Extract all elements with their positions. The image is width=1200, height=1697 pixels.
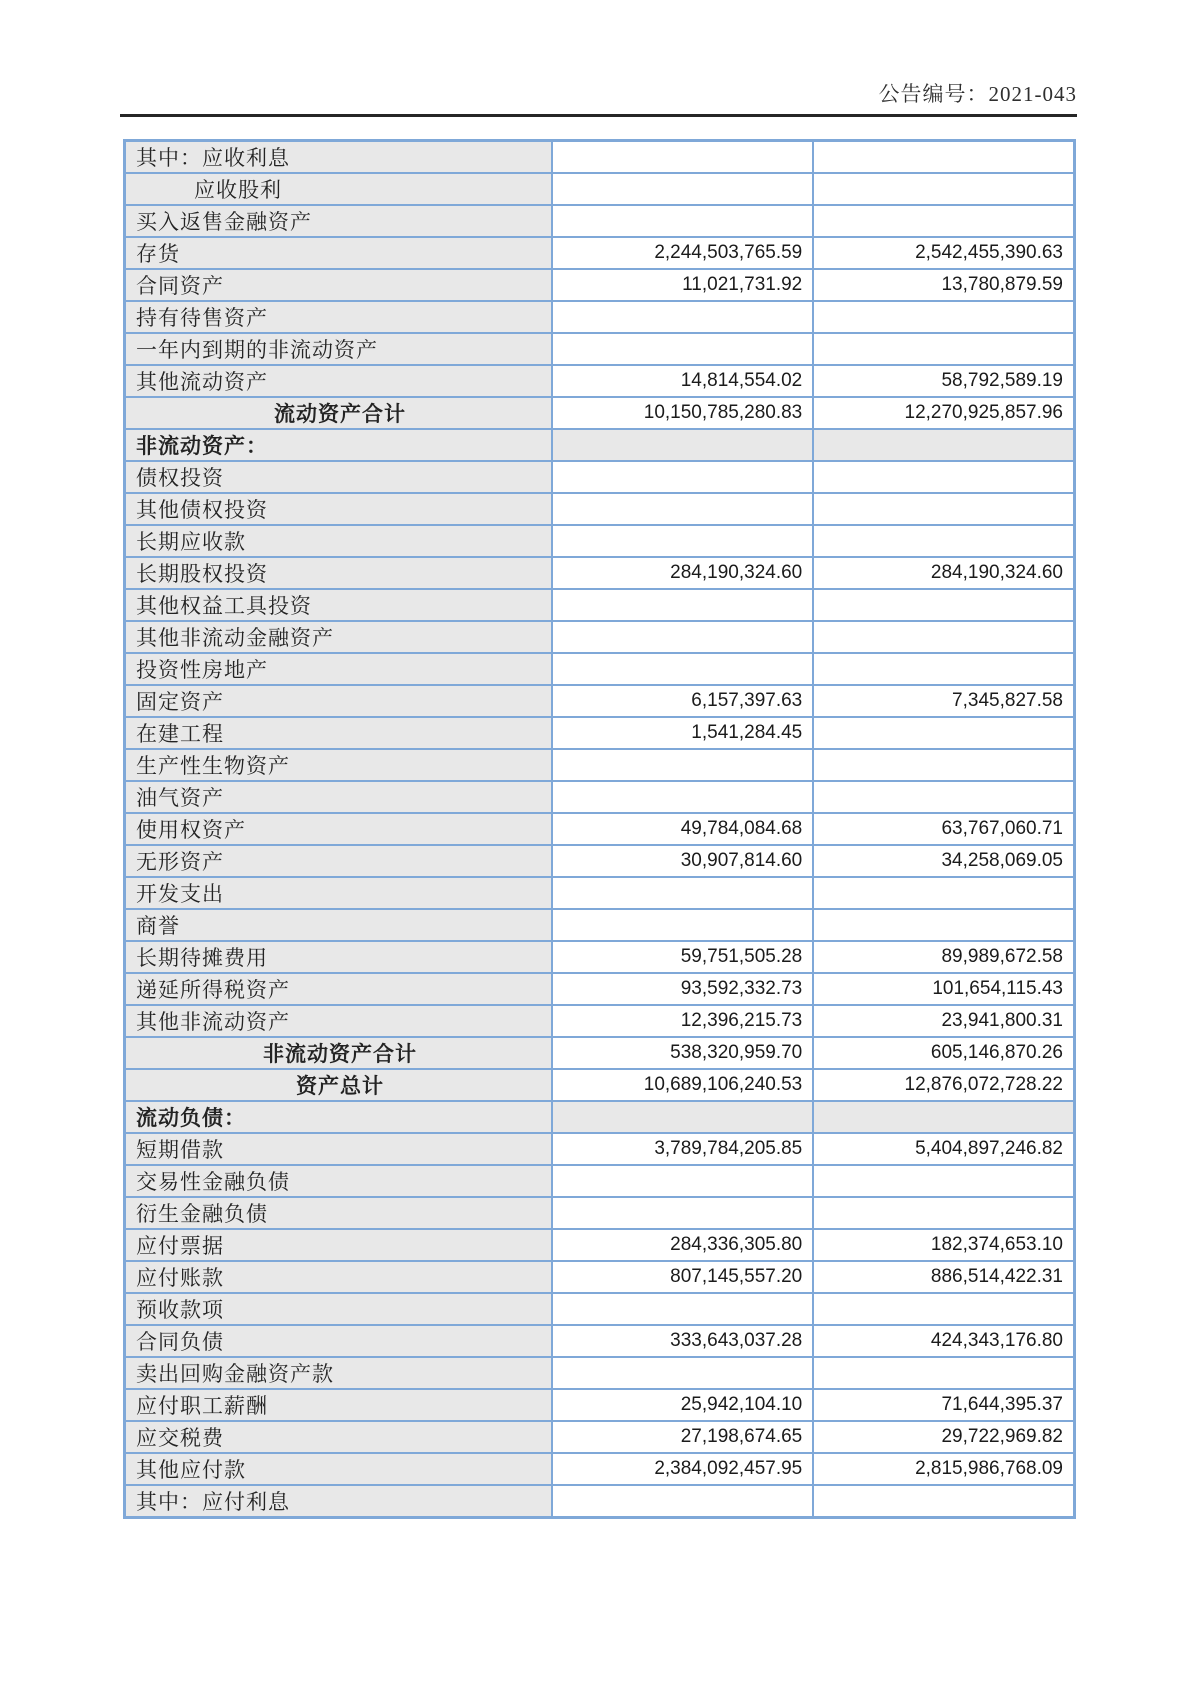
row-value-previous [813, 877, 1074, 909]
row-label: 衍生金融负债 [125, 1197, 553, 1229]
table-row [125, 1069, 1075, 1101]
row-label: 资产总计 [125, 1069, 553, 1101]
row-label: 长期待摊费用 [125, 941, 553, 973]
row-value-previous: 2,542,455,390.63 [813, 237, 1074, 269]
row-value-previous: 424,343,176.80 [813, 1325, 1074, 1357]
row-label: 油气资产 [125, 781, 553, 813]
row-value-current: 27,198,674.65 [552, 1421, 813, 1453]
table-row [125, 141, 1075, 174]
row-value-previous: 7,345,827.58 [813, 685, 1074, 717]
table-row [125, 1005, 1075, 1037]
row-value-current: 3,789,784,205.85 [552, 1133, 813, 1165]
row-value-current [552, 141, 813, 174]
row-value-previous: 13,780,879.59 [813, 269, 1074, 301]
table-row [125, 941, 1075, 973]
row-value-previous: 12,270,925,857.96 [813, 397, 1074, 429]
row-label: 流动资产合计 [125, 397, 553, 429]
row-label: 固定资产 [125, 685, 553, 717]
row-label: 买入返售金融资产 [125, 205, 553, 237]
row-value-current: 2,384,092,457.95 [552, 1453, 813, 1485]
row-value-current: 1,541,284.45 [552, 717, 813, 749]
row-value-current: 11,021,731.92 [552, 269, 813, 301]
row-label: 应付账款 [125, 1261, 553, 1293]
row-value-previous: 89,989,672.58 [813, 941, 1074, 973]
row-label: 应交税费 [125, 1421, 553, 1453]
row-value-current [552, 877, 813, 909]
row-value-previous: 29,722,969.82 [813, 1421, 1074, 1453]
row-label: 其他应付款 [125, 1453, 553, 1485]
table-row [125, 781, 1075, 813]
row-label: 生产性生物资产 [125, 749, 553, 781]
row-value-current: 93,592,332.73 [552, 973, 813, 1005]
row-value-current [552, 1101, 813, 1133]
row-value-previous [813, 205, 1074, 237]
table-row [125, 173, 1075, 205]
table-row [125, 1229, 1075, 1261]
row-value-previous: 58,792,589.19 [813, 365, 1074, 397]
table-row [125, 557, 1075, 589]
row-value-previous [813, 909, 1074, 941]
table-row [125, 589, 1075, 621]
table-row [125, 1261, 1075, 1293]
row-label: 债权投资 [125, 461, 553, 493]
row-value-current [552, 205, 813, 237]
row-label: 长期应收款 [125, 525, 553, 557]
table-row [125, 1453, 1075, 1485]
row-value-current [552, 429, 813, 461]
row-value-current [552, 749, 813, 781]
table-row [125, 1197, 1075, 1229]
row-value-current [552, 461, 813, 493]
row-label: 其中：应付利息 [125, 1485, 553, 1518]
row-value-previous: 886,514,422.31 [813, 1261, 1074, 1293]
header-rule [120, 114, 1077, 117]
table-row [125, 1101, 1075, 1133]
row-value-current [552, 909, 813, 941]
table-row [125, 1485, 1075, 1518]
row-value-current [552, 621, 813, 653]
row-value-previous [813, 589, 1074, 621]
table-row [125, 717, 1075, 749]
row-value-previous: 284,190,324.60 [813, 557, 1074, 589]
table-row [125, 1293, 1075, 1325]
row-label: 无形资产 [125, 845, 553, 877]
row-value-previous: 182,374,653.10 [813, 1229, 1074, 1261]
table-row [125, 1389, 1075, 1421]
row-value-previous [813, 525, 1074, 557]
row-label: 长期股权投资 [125, 557, 553, 589]
row-value-current [552, 1293, 813, 1325]
row-label: 合同资产 [125, 269, 553, 301]
table-row [125, 237, 1075, 269]
row-value-previous [813, 749, 1074, 781]
row-label: 交易性金融负债 [125, 1165, 553, 1197]
row-value-previous: 101,654,115.43 [813, 973, 1074, 1005]
row-label: 应付票据 [125, 1229, 553, 1261]
row-label: 使用权资产 [125, 813, 553, 845]
table-row [125, 525, 1075, 557]
row-value-current: 12,396,215.73 [552, 1005, 813, 1037]
table-row [125, 493, 1075, 525]
row-value-current [552, 1357, 813, 1389]
table-row [125, 909, 1075, 941]
row-value-current [552, 525, 813, 557]
balance-sheet-table [123, 139, 1076, 1519]
row-value-previous [813, 493, 1074, 525]
table-row [125, 1037, 1075, 1069]
row-value-current: 10,150,785,280.83 [552, 397, 813, 429]
table-row [125, 1421, 1075, 1453]
table-row [125, 365, 1075, 397]
row-value-current: 538,320,959.70 [552, 1037, 813, 1069]
row-value-previous [813, 621, 1074, 653]
row-value-previous [813, 141, 1074, 174]
row-value-previous: 12,876,072,728.22 [813, 1069, 1074, 1101]
row-label: 卖出回购金融资产款 [125, 1357, 553, 1389]
row-value-current [552, 1197, 813, 1229]
row-value-current [552, 301, 813, 333]
row-value-previous [813, 653, 1074, 685]
row-value-previous [813, 461, 1074, 493]
row-value-current [552, 1485, 813, 1518]
row-value-previous [813, 333, 1074, 365]
table-row [125, 973, 1075, 1005]
row-value-current: 284,190,324.60 [552, 557, 813, 589]
row-label: 短期借款 [125, 1133, 553, 1165]
row-value-previous: 23,941,800.31 [813, 1005, 1074, 1037]
row-label: 非流动资产合计 [125, 1037, 553, 1069]
table-row [125, 1165, 1075, 1197]
row-value-previous [813, 1357, 1074, 1389]
row-label: 存货 [125, 237, 553, 269]
row-value-current: 6,157,397.63 [552, 685, 813, 717]
row-label: 其他非流动金融资产 [125, 621, 553, 653]
table-row [125, 653, 1075, 685]
row-value-previous [813, 1101, 1074, 1133]
table-row [125, 461, 1075, 493]
table-row [125, 429, 1075, 461]
row-value-current: 25,942,104.10 [552, 1389, 813, 1421]
row-value-previous: 2,815,986,768.09 [813, 1453, 1074, 1485]
row-label: 一年内到期的非流动资产 [125, 333, 553, 365]
balance-sheet-body [125, 141, 1075, 1518]
row-label: 其中：应收利息 [125, 141, 553, 174]
row-value-previous: 34,258,069.05 [813, 845, 1074, 877]
row-value-current: 30,907,814.60 [552, 845, 813, 877]
table-row [125, 397, 1075, 429]
table-row [125, 845, 1075, 877]
row-value-previous [813, 1197, 1074, 1229]
row-value-previous [813, 301, 1074, 333]
row-value-current: 49,784,084.68 [552, 813, 813, 845]
row-label: 投资性房地产 [125, 653, 553, 685]
table-row [125, 1357, 1075, 1389]
row-value-current [552, 589, 813, 621]
row-label: 其他流动资产 [125, 365, 553, 397]
row-label: 其他非流动资产 [125, 1005, 553, 1037]
row-label: 流动负债： [125, 1101, 553, 1133]
table-row [125, 813, 1075, 845]
table-row [125, 1325, 1075, 1357]
row-label: 合同负债 [125, 1325, 553, 1357]
row-value-current [552, 333, 813, 365]
row-value-current [552, 1165, 813, 1197]
table-row [125, 1133, 1075, 1165]
row-label: 非流动资产： [125, 429, 553, 461]
doc-number: 公告编号：2021-043 [878, 82, 1077, 106]
row-value-previous: 63,767,060.71 [813, 813, 1074, 845]
row-label: 在建工程 [125, 717, 553, 749]
row-label: 开发支出 [125, 877, 553, 909]
row-label: 其他权益工具投资 [125, 589, 553, 621]
row-label: 递延所得税资产 [125, 973, 553, 1005]
table-row [125, 877, 1075, 909]
table-row [125, 205, 1075, 237]
row-value-current: 807,145,557.20 [552, 1261, 813, 1293]
row-value-previous [813, 781, 1074, 813]
row-label: 应收股利 [125, 173, 553, 205]
row-value-current: 2,244,503,765.59 [552, 237, 813, 269]
row-label: 预收款项 [125, 1293, 553, 1325]
row-label: 持有待售资产 [125, 301, 553, 333]
row-value-previous [813, 173, 1074, 205]
row-value-current: 10,689,106,240.53 [552, 1069, 813, 1101]
row-value-current [552, 781, 813, 813]
row-value-current: 14,814,554.02 [552, 365, 813, 397]
table-row [125, 621, 1075, 653]
row-value-previous [813, 717, 1074, 749]
table-row [125, 749, 1075, 781]
row-value-previous: 5,404,897,246.82 [813, 1133, 1074, 1165]
row-value-previous [813, 1293, 1074, 1325]
row-value-current [552, 493, 813, 525]
row-value-previous: 71,644,395.37 [813, 1389, 1074, 1421]
row-label: 应付职工薪酬 [125, 1389, 553, 1421]
row-value-current: 333,643,037.28 [552, 1325, 813, 1357]
row-value-current [552, 173, 813, 205]
row-value-current: 284,336,305.80 [552, 1229, 813, 1261]
row-label: 商誉 [125, 909, 553, 941]
table-row [125, 301, 1075, 333]
table-row [125, 685, 1075, 717]
row-value-previous: 605,146,870.26 [813, 1037, 1074, 1069]
row-value-previous [813, 1165, 1074, 1197]
row-label: 其他债权投资 [125, 493, 553, 525]
table-row [125, 269, 1075, 301]
row-value-current [552, 653, 813, 685]
row-value-previous [813, 429, 1074, 461]
table-row [125, 333, 1075, 365]
row-value-current: 59,751,505.28 [552, 941, 813, 973]
row-value-previous [813, 1485, 1074, 1518]
